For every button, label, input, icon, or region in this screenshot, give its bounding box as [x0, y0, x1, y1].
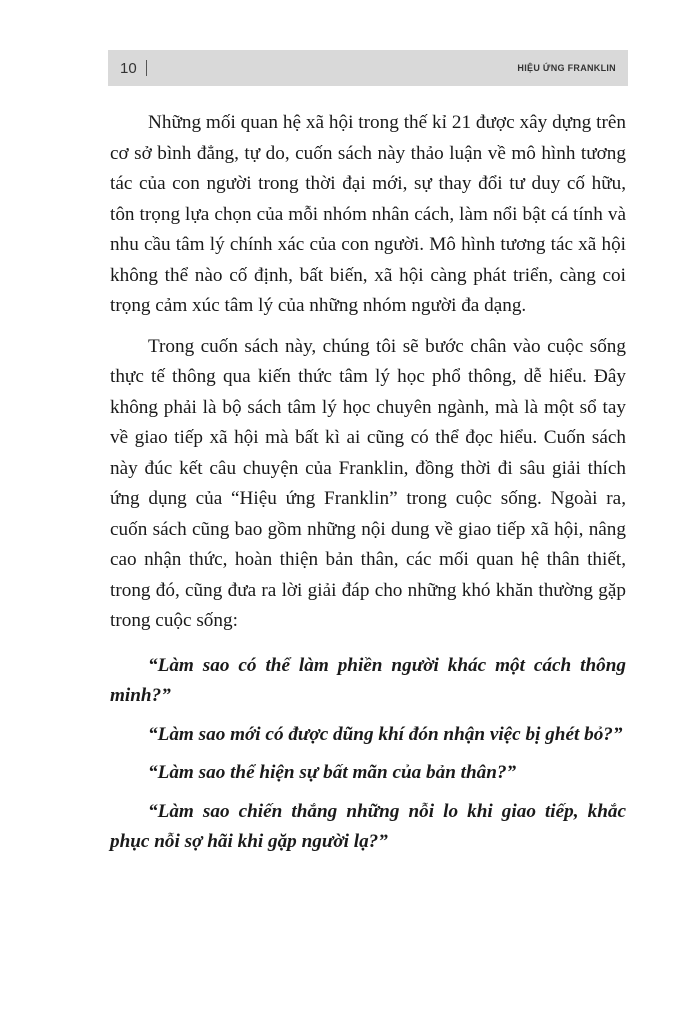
running-title: HIỆU ỨNG FRANKLIN	[517, 63, 616, 73]
paragraph-intro: Những mối quan hệ xã hội trong thế kỉ 21 được xây dựng trên cơ sở bình đẳng, tự do, cuốn sách này thảo luận về mô hình tương tác của con người trong thời đại mới, sự thay đổi tư duy cố hữu, tôn trọng lựa chọn của mỗi nhóm nhân cách, làm nổi bật cá tính và nhu cầu tâm lý chính xác của con người. Mô hình tương tác xã hội không thể nào cố định, bất biến, xã hội càng phát triển, càng coi trọng cảm xúc tâm lý của những nhóm người đa dạng.	[110, 112, 626, 316]
question-quote: “Làm sao thể hiện sự bất mãn của bản thân?”	[148, 762, 517, 783]
paragraph-book-overview: Trong cuốn sách này, chúng tôi sẽ bước chân vào cuộc sống thực tế thông qua kiến thức tâm lý học phổ thông, dễ hiểu. Đây không phải là bộ sách tâm lý học chuyên ngành, mà là một sổ tay về giao tiếp xã hội mà bất kì ai cũng có thể đọc hiểu. Cuốn sách này đúc kết câu chuyện của Franklin, đồng thời đi sâu giải thích ứng dụng của “Hiệu ứng Franklin” trong cuộc sống. Ngoài ra, cuốn sách cũng bao gồm những nội dung về giao tiếp xã hội, nâng cao nhận thức, hoàn thiện bản thân, các mối quan hệ thân thiết, trong đó, cũng đưa ra lời giải đáp cho những khó khăn thường gặp trong cuộc sống:	[110, 335, 626, 631]
header-divider	[146, 60, 147, 76]
running-header	[108, 50, 628, 86]
page-body	[110, 108, 626, 866]
question-quote: “Làm sao chiến thắng những nỗi lo khi giao tiếp, khắc phục nỗi sợ hãi khi gặp người lạ?”	[110, 800, 626, 852]
page-number: 10	[120, 59, 137, 77]
question-quote: “Làm sao có thể làm phiền người khác một cách thông minh?”	[110, 654, 626, 706]
page-number-group	[120, 60, 147, 77]
question-quote: “Làm sao mới có được dũng khí đón nhận việc bị ghét bỏ?”	[148, 723, 623, 745]
